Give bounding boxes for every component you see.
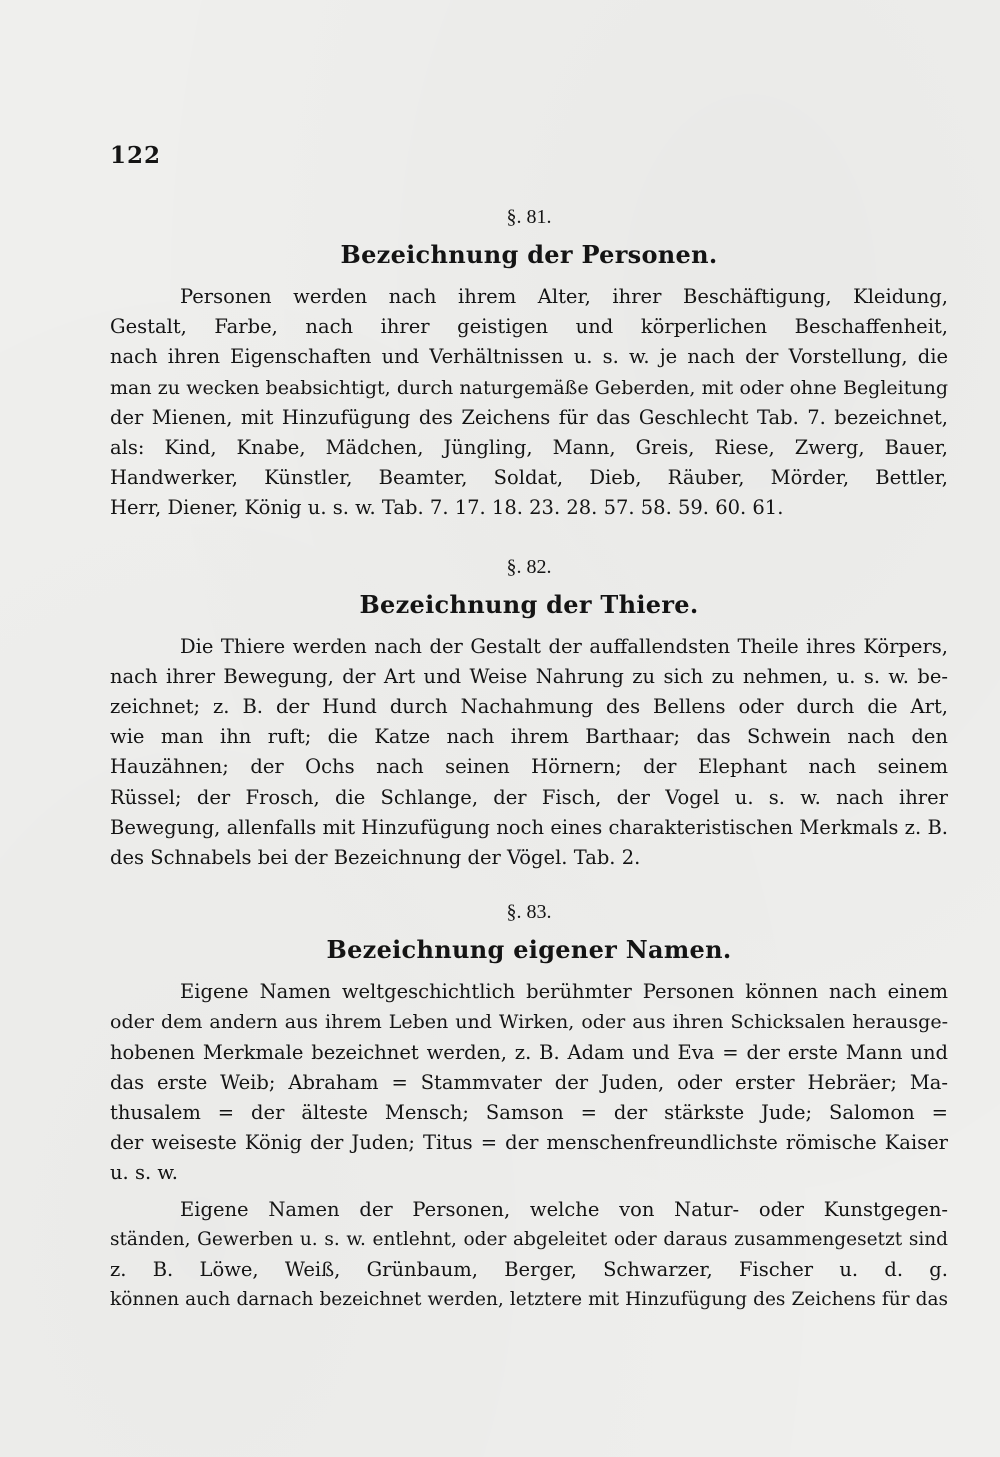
paragraph	[110, 1195, 948, 1316]
text-line: ständen, Gewerben u. s. w. entlehnt, oder abgeleitet oder daraus zusammengesetzt sind	[110, 1228, 948, 1250]
section-number: §. 81.	[506, 206, 552, 228]
page-body	[110, 200, 948, 1315]
text-line: u. s. w.	[110, 1161, 178, 1185]
text-line: man zu wecken beabsichtigt, durch naturgemäße Geberden, mit oder ohne Begleitung	[110, 376, 948, 399]
text-line: Gestalt, Farbe, nach ihrer geistigen und körperlichen Beschaffenheit,	[110, 315, 948, 339]
text-line: Eigene Namen der Personen, welche von Natur- oder Kunstgegen-	[180, 1197, 948, 1221]
text-line: der weiseste König der Juden; Titus = der menschenfreundlichste römische Kaiser	[110, 1131, 948, 1155]
page-number: 122	[110, 142, 162, 169]
text-line: hobenen Merkmale bezeichnet werden, z. B. Adam und Eva = der erste Mann und	[110, 1040, 948, 1064]
text-line: z. B. Löwe, Weiß, Grünbaum, Berger, Schwarzer, Fischer u. d. g.	[110, 1258, 948, 1282]
paragraph	[110, 282, 948, 524]
paragraph	[110, 632, 948, 874]
text-line: oder dem andern aus ihrem Leben und Wirken, oder aus ihren Schicksalen herausge-	[110, 1011, 948, 1034]
text-line: des Schnabels bei der Bezeichnung der Vögel. Tab. 2.	[110, 846, 641, 870]
section-title: Bezeichnung der Thiere.	[359, 589, 699, 619]
text-line: Hauzähnen; der Ochs nach seinen Hörnern; der Elephant nach seinem	[110, 755, 948, 779]
section-number: §. 83.	[506, 901, 552, 924]
text-line: Bewegung, allenfalls mit Hinzufügung noch eines charakteristischen Merkmals z. B.	[110, 815, 948, 839]
section-number: §. 82.	[506, 555, 552, 578]
text-line: als: Kind, Knabe, Mädchen, Jüngling, Mann, Greis, Riese, Zwerg, Bauer,	[110, 436, 948, 460]
text-line: Die Thiere werden nach der Gestalt der auffallendsten Theile ihres Körpers,	[180, 634, 948, 658]
text-line: wie man ihn ruft; die Katze nach ihrem Barthaar; das Schwein nach den	[110, 725, 948, 749]
text-line: können auch darnach bezeichnet werden, letztere mit Hinzufügung des Zeichens für das	[110, 1289, 948, 1311]
text-line: Handwerker, Künstler, Beamter, Soldat, Dieb, Räuber, Mörder, Bettler,	[110, 466, 948, 490]
text-line: zeichnet; z. B. der Hund durch Nachahmung des Bellens oder durch die Art,	[110, 695, 948, 719]
text-line: Personen werden nach ihrem Alter, ihrer Beschäftigung, Kleidung,	[180, 285, 948, 308]
section-82	[110, 550, 948, 874]
text-line: nach ihren Eigenschaften und Verhältnissen u. s. w. je nach der Vorstellung, die	[110, 345, 948, 369]
section-title: Bezeichnung eigener Namen.	[326, 935, 732, 965]
text-line: Herr, Diener, König u. s. w. Tab. 7. 17. 18. 23. 28. 57. 58. 59. 60. 61.	[110, 496, 784, 520]
text-line: thusalem = der älteste Mensch; Samson = der stärkste Jude; Salomon =	[110, 1101, 948, 1125]
section-title: Bezeichnung der Personen.	[340, 240, 718, 269]
text-line: Eigene Namen weltgeschichtlich berühmter Personen können nach einem	[180, 980, 948, 1004]
section-81	[110, 200, 948, 524]
text-line: Rüssel; der Frosch, die Schlange, der Fisch, der Vogel u. s. w. nach ihrer	[110, 785, 948, 809]
text-line: nach ihrer Bewegung, der Art und Weise Nahrung zu sich zu nehmen, u. s. w. be-	[110, 664, 948, 688]
section-83	[110, 895, 948, 1315]
text-line: das erste Weib; Abraham = Stammvater der Juden, oder erster Hebräer; Ma-	[110, 1070, 948, 1094]
text-line: der Mienen, mit Hinzufügung des Zeichens für das Geschlecht Tab. 7. bezeichnet,	[110, 405, 948, 429]
paragraph	[110, 977, 948, 1188]
